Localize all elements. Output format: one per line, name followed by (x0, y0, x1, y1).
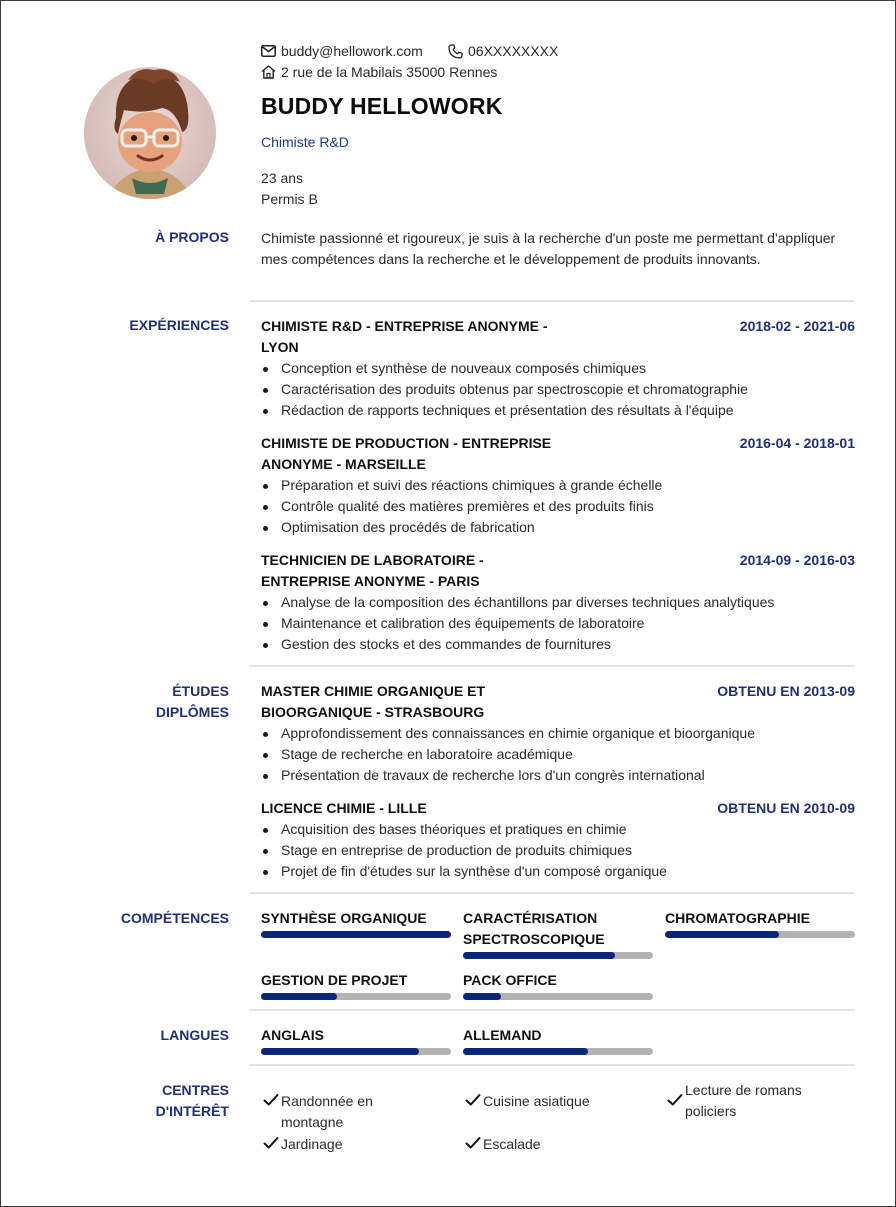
education-title (261, 798, 427, 819)
check-icon (261, 1093, 281, 1107)
interest-item (463, 1091, 633, 1112)
list-item: Projet de fin d'études sur la synthèse d'un composé organique (261, 861, 667, 882)
language-level-bar (261, 1048, 451, 1055)
education-title-line: BIOORGANIQUE - STRASBOURG (261, 704, 485, 720)
divider (249, 665, 855, 667)
list-item: Acquisition des bases théoriques et pratiques en chimie (261, 819, 667, 840)
section-label-skills: COMPÉTENCES (120, 910, 229, 926)
skill-level-bar (665, 931, 855, 938)
experience-title-line: ANONYME - MARSEILLE (261, 456, 426, 472)
education-date: OBTENU EN 2013-09 (717, 683, 855, 699)
interest-label: Jardinage (281, 1136, 343, 1152)
language-level-fill (463, 1048, 588, 1055)
experience-title-line: CHIMISTE R&D - ENTREPRISE ANONYME - (261, 318, 548, 334)
email-text: buddy@hellowork.com (281, 43, 423, 59)
section-label-about: À PROPOS (155, 229, 229, 245)
interest-item (261, 1134, 431, 1155)
skill-name-line: SPECTROSCOPIQUE (463, 931, 605, 947)
skill-item (463, 970, 653, 1000)
language-level-bar (463, 1048, 653, 1055)
interest-label-line: Lecture de romans (685, 1082, 802, 1098)
interest-label: Randonnée en montagne (281, 1093, 373, 1130)
divider (249, 892, 855, 894)
experience-title-line: ENTREPRISE ANONYME - PARIS (261, 573, 480, 589)
skill-level-bar (463, 952, 653, 959)
address-text: 2 rue de la Mabilais 35000 Rennes (281, 64, 498, 80)
check-icon (665, 1093, 685, 1107)
skill-level-bar (261, 993, 451, 1000)
home-icon (261, 65, 276, 79)
interest-label: Cuisine asiatique (483, 1093, 590, 1109)
list-item: Optimisation des procédés de fabrication (261, 517, 662, 538)
language-level-fill (261, 1048, 419, 1055)
check-icon (463, 1136, 483, 1150)
age: 23 ans (261, 170, 304, 186)
interest-label-line: policiers (685, 1103, 737, 1119)
experience-title (261, 550, 484, 592)
list-item: Maintenance et calibration des équipements de laboratoire (261, 613, 774, 634)
skill-name (463, 908, 653, 950)
phone-contact (448, 43, 558, 59)
education-bullets (261, 723, 755, 786)
skill-level-fill (665, 931, 779, 938)
experience-bullets (261, 358, 748, 421)
education-title (261, 681, 485, 723)
interest-label: Escalade (483, 1136, 541, 1152)
divider (249, 300, 855, 302)
divider (249, 1009, 855, 1011)
candidate-name: BUDDY HELLOWORK (261, 93, 503, 119)
skill-level-bar (261, 931, 451, 938)
skill-item (463, 908, 653, 959)
section-label-line: CENTRES (162, 1082, 229, 1098)
section-label-line: ÉTUDES (172, 683, 229, 699)
section-label-experience: EXPÉRIENCES (129, 317, 229, 333)
experience-title (261, 433, 551, 475)
list-item: Préparation et suivi des réactions chimiques à grande échelle (261, 475, 662, 496)
interest-item (665, 1080, 835, 1122)
experience-bullets (261, 475, 662, 538)
list-item: Stage de recherche en laboratoire académique (261, 744, 755, 765)
experience-bullets (261, 592, 774, 655)
section-label-line: D'INTÉRÊT (155, 1103, 229, 1119)
experience-title-line: TECHNICIEN DE LABORATOIRE - (261, 552, 484, 568)
phone-text: 06XXXXXXXX (468, 43, 559, 59)
skill-name-line: CARACTÉRISATION (463, 910, 598, 926)
skill-item (665, 908, 855, 938)
experience-title-line: CHIMISTE DE PRODUCTION - ENTREPRISE (261, 435, 552, 451)
experience-date: 2016-04 - 2018-01 (739, 435, 855, 451)
check-icon (463, 1093, 483, 1107)
experience-title (261, 316, 548, 358)
list-item: Rédaction de rapports techniques et présentation des résultats à l'équipe (261, 400, 748, 421)
education-bullets (261, 819, 667, 882)
skill-level-fill (463, 952, 615, 959)
list-item: Approfondissement des connaissances en chimie organique et bioorganique (261, 723, 755, 744)
interest-label (685, 1080, 835, 1122)
list-item: Gestion des stocks et des commandes de fournitures (261, 634, 774, 655)
list-item: Conception et synthèse de nouveaux composés chimiques (261, 358, 748, 379)
language-item (463, 1025, 653, 1055)
about-text: Chimiste passionné et rigoureux, je suis à la recherche d'un poste me permettant d'appliquer mes compétences dans la recherche et le développement de produits innovants. (261, 230, 836, 267)
skill-item (261, 908, 451, 938)
education-title-line: LICENCE CHIMIE - LILLE (261, 800, 427, 816)
experience-date: 2018-02 - 2021-06 (739, 318, 855, 334)
envelope-icon (261, 45, 276, 57)
list-item: Analyse de la composition des échantillons par diverses techniques analytiques (261, 592, 774, 613)
skill-name: CHROMATOGRAPHIE (665, 910, 810, 926)
skill-level-fill (261, 993, 337, 1000)
education-title-line: MASTER CHIMIE ORGANIQUE ET (261, 683, 486, 699)
list-item: Présentation de travaux de recherche lors d'un congrès international (261, 765, 755, 786)
skill-name: SYNTHÈSE ORGANIQUE (261, 910, 427, 926)
list-item: Caractérisation des produits obtenus par spectroscopie et chromatographie (261, 379, 748, 400)
skill-name: GESTION DE PROJET (261, 972, 408, 988)
skill-level-bar (463, 993, 653, 1000)
language-name: ANGLAIS (261, 1027, 324, 1043)
skill-item (261, 970, 451, 1000)
driving-license: Permis B (261, 191, 318, 207)
phone-icon (448, 44, 463, 59)
list-item: Stage en entreprise de production de produits chimiques (261, 840, 667, 861)
language-item (261, 1025, 451, 1055)
experience-date: 2014-09 - 2016-03 (739, 552, 855, 568)
skill-level-fill (463, 993, 501, 1000)
section-label-languages: LANGUES (160, 1027, 229, 1043)
skill-name: PACK OFFICE (463, 972, 557, 988)
education-date: OBTENU EN 2010-09 (717, 800, 855, 816)
experience-title-line: LYON (261, 339, 299, 355)
check-icon (261, 1136, 281, 1150)
job-title: Chimiste R&D (261, 134, 349, 150)
section-label-interests (156, 1080, 229, 1122)
skill-level-fill (261, 931, 451, 938)
interest-item (261, 1091, 431, 1133)
section-label-education (156, 681, 229, 723)
section-label-line: DIPLÔMES (155, 704, 229, 720)
email-contact (261, 43, 423, 59)
list-item: Contrôle qualité des matières premières et des produits finis (261, 496, 662, 517)
language-name: ALLEMAND (463, 1027, 542, 1043)
divider (249, 1064, 855, 1066)
avatar (84, 60, 216, 206)
address-contact (261, 64, 497, 80)
interest-item (463, 1134, 633, 1155)
